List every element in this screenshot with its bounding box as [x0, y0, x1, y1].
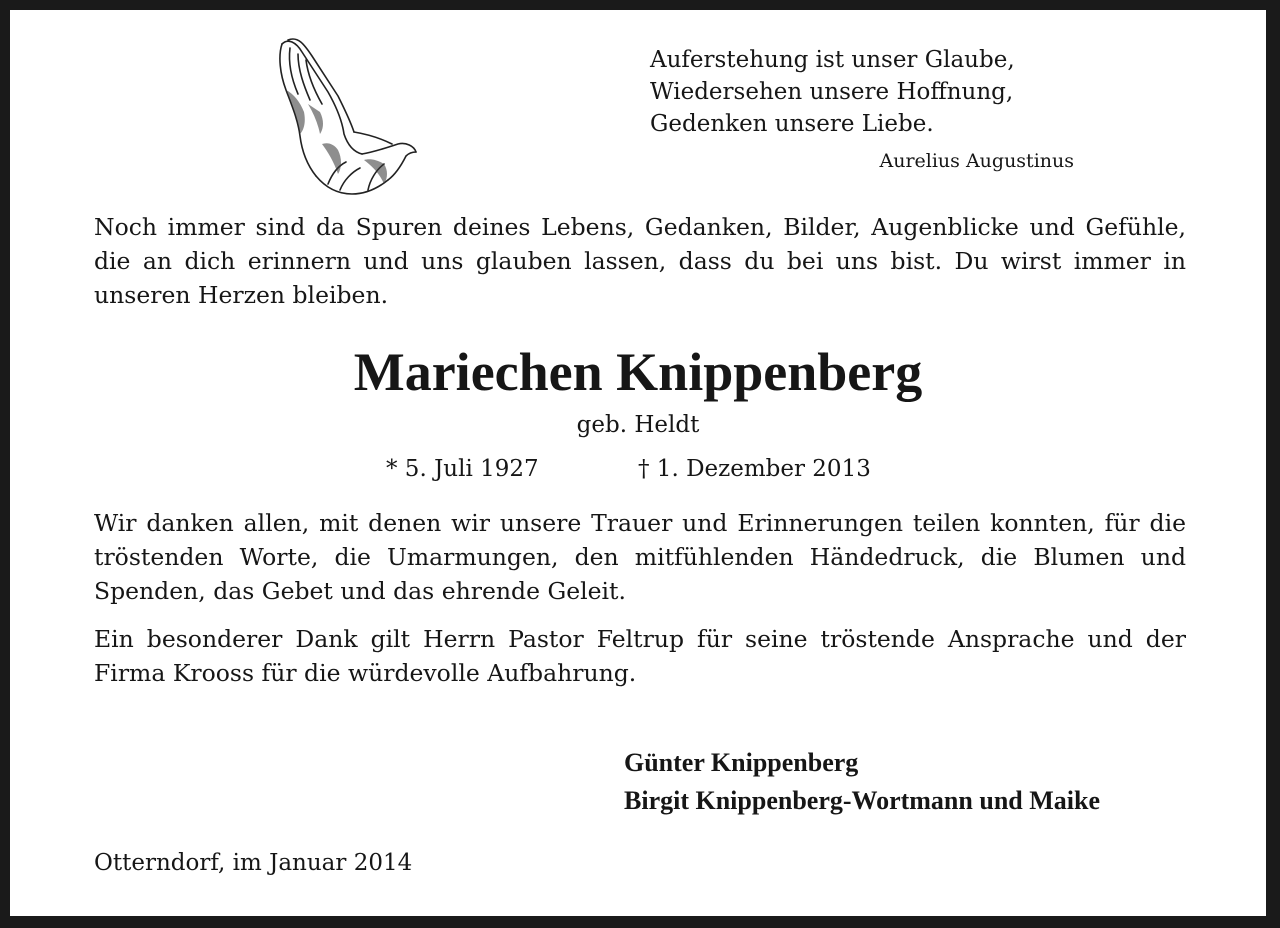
quote-line: Gedenken unsere Liebe. [650, 111, 934, 137]
signers [624, 744, 1100, 820]
deceased-name: Mariechen Knippenberg [353, 342, 923, 402]
quote-line: Wiedersehen unsere Hoffnung, [650, 79, 1014, 105]
maiden-name: geb. Heldt [576, 412, 700, 438]
death-date: † 1. Dezember 2013 [638, 456, 871, 482]
epigraph-quote [650, 44, 1090, 174]
thanks-paragraph: Wir danken allen, mit denen wir unsere Trauer und Erinnerungen teilen konnten, für die tröstenden Worte, die Umarmungen, den mitfühlenden Händedruck, die Blumen und Spenden, das Gebet und das ehrende Geleit. [94, 509, 1186, 605]
quote-line: Auferstehung ist unser Glaube, [650, 47, 1015, 73]
quote-author: Aurelius Augustinus [879, 150, 1074, 172]
signer-name: Günter Knippenberg [624, 748, 859, 777]
obituary-notice [10, 10, 1266, 916]
place-date: Otterndorf, im Januar 2014 [94, 850, 413, 876]
praying-hands-icon [268, 34, 418, 204]
birth-date: * 5. Juli 1927 [386, 456, 539, 482]
intro-paragraph: Noch immer sind da Spuren deines Lebens, Gedanken, Bilder, Augenblicke und Gefühle, die an dich erinnern und uns glauben lassen, dass du bei uns bist. Du wirst immer in unseren Herzen bleiben. [94, 213, 1186, 309]
signer-name: Birgit Knippenberg-Wortmann und Maike [624, 786, 1100, 815]
special-thanks-paragraph: Ein besonderer Dank gilt Herrn Pastor Feltrup für seine tröstende Ansprache und der Firma Krooss für die würdevolle Aufbahrung. [94, 625, 1186, 687]
